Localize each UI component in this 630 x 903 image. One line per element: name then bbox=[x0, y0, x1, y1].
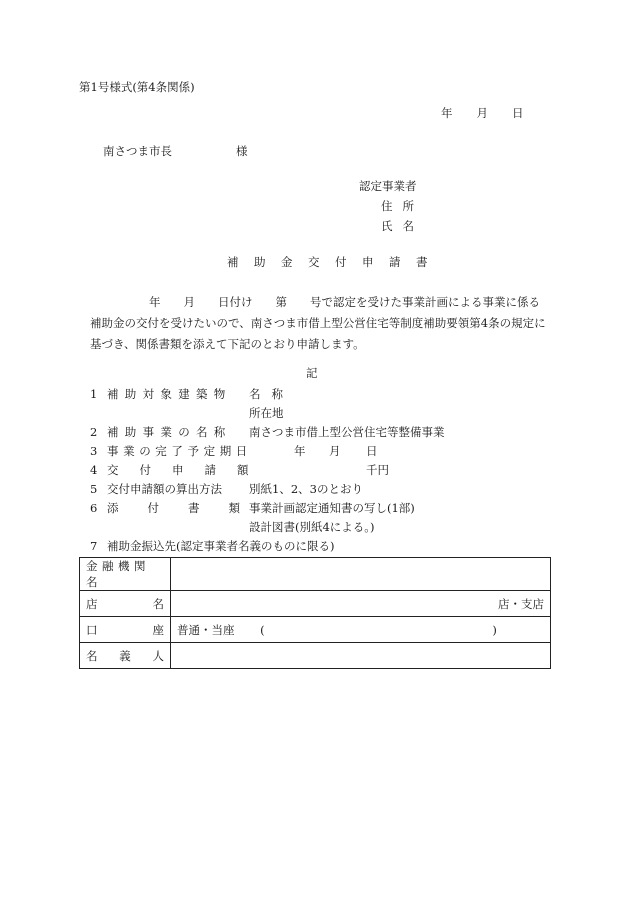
ki-heading: 記 bbox=[306, 366, 318, 380]
applicant-address-label: 住所 bbox=[381, 199, 424, 213]
item-2 bbox=[90, 423, 560, 442]
item-1 bbox=[90, 385, 560, 404]
building-name-label: 名称 bbox=[249, 387, 294, 401]
account-field[interactable] bbox=[171, 617, 551, 643]
item-value: 設計図書(別紙4による。) bbox=[249, 520, 375, 534]
item-6 bbox=[90, 499, 560, 518]
addressee-name: 南さつま市長 bbox=[103, 144, 172, 158]
item-value: 南さつま市借上型公営住宅等整備事業 bbox=[249, 425, 445, 439]
holder-row bbox=[80, 643, 551, 669]
branch-field[interactable] bbox=[171, 591, 551, 617]
bank-name-field[interactable] bbox=[171, 558, 551, 591]
building-location-label: 所在地 bbox=[249, 406, 284, 420]
account-paren-close: ) bbox=[492, 622, 497, 637]
item-label: 交付申請額の算出方法 bbox=[107, 482, 222, 496]
item-number: 7 bbox=[90, 539, 98, 553]
branch-label: 店 名 bbox=[80, 591, 171, 617]
item-label: 添付書類 bbox=[107, 501, 269, 515]
body-line-2: 補助金の交付を受けたいので、南さつま市借上型公営住宅等制度補助要領第4条の規定に bbox=[90, 316, 546, 330]
branch-row bbox=[80, 591, 551, 617]
completion-day: 日 bbox=[366, 444, 378, 458]
item-7 bbox=[90, 537, 560, 556]
item-number: 4 bbox=[90, 463, 98, 477]
body-paragraph bbox=[90, 292, 560, 355]
bank-table bbox=[79, 557, 551, 669]
item-label: 補助金振込先(認定事業者名義のものに限る) bbox=[107, 539, 335, 553]
item-6-sub bbox=[90, 518, 560, 537]
holder-label: 名 義 人 bbox=[80, 643, 171, 669]
bank-name-row bbox=[80, 558, 551, 591]
item-number: 1 bbox=[90, 387, 98, 401]
item-label: 補助事業の名称 bbox=[107, 425, 232, 439]
applicant-header: 認定事業者 bbox=[359, 179, 417, 193]
applicant-block bbox=[359, 181, 439, 241]
amount-unit: 千円 bbox=[366, 463, 389, 477]
addressee-honorific: 様 bbox=[236, 144, 248, 158]
body-line-3: 基づき、関係書類を添えて下記のとおり申請します。 bbox=[90, 337, 365, 351]
addressee bbox=[103, 146, 248, 158]
account-type: 普通・当座 bbox=[177, 622, 235, 637]
item-4 bbox=[90, 461, 560, 480]
document-title: 補助金交付申請書 bbox=[227, 255, 443, 269]
completion-month: 月 bbox=[329, 444, 341, 458]
item-label: 交付申請額 bbox=[107, 463, 270, 477]
item-5 bbox=[90, 480, 560, 499]
item-label: 補助対象建築物 bbox=[107, 387, 232, 401]
item-list bbox=[90, 385, 560, 556]
date-line bbox=[441, 108, 524, 120]
date-day: 日 bbox=[512, 106, 524, 120]
account-label: 口 座 bbox=[80, 617, 171, 643]
item-3 bbox=[90, 442, 560, 461]
account-paren-open: ( bbox=[260, 622, 265, 637]
item-number: 6 bbox=[90, 501, 98, 515]
bank-name-label: 金融機関名 bbox=[80, 558, 171, 591]
holder-field[interactable] bbox=[171, 643, 551, 669]
item-number: 3 bbox=[90, 444, 98, 458]
branch-suffix: 店・支店 bbox=[498, 596, 544, 611]
item-value: 別紙1、2、3のとおり bbox=[249, 482, 363, 496]
applicant-name-label: 氏名 bbox=[381, 219, 424, 233]
form-number: 第1号様式(第4条関係) bbox=[79, 80, 195, 94]
completion-year: 年 bbox=[294, 444, 306, 458]
item-1-sub bbox=[90, 404, 560, 423]
date-year: 年 bbox=[441, 106, 453, 120]
item-label: 事業の完了予定期日 bbox=[107, 444, 252, 458]
item-number: 5 bbox=[90, 482, 98, 496]
account-row bbox=[80, 617, 551, 643]
body-line-1: 年 月 日付け 第 号で認定を受けた事業計画による事業に係る bbox=[149, 295, 540, 309]
item-number: 2 bbox=[90, 425, 98, 439]
date-month: 月 bbox=[476, 106, 488, 120]
item-value: 事業計画認定通知書の写し(1部) bbox=[249, 501, 415, 515]
